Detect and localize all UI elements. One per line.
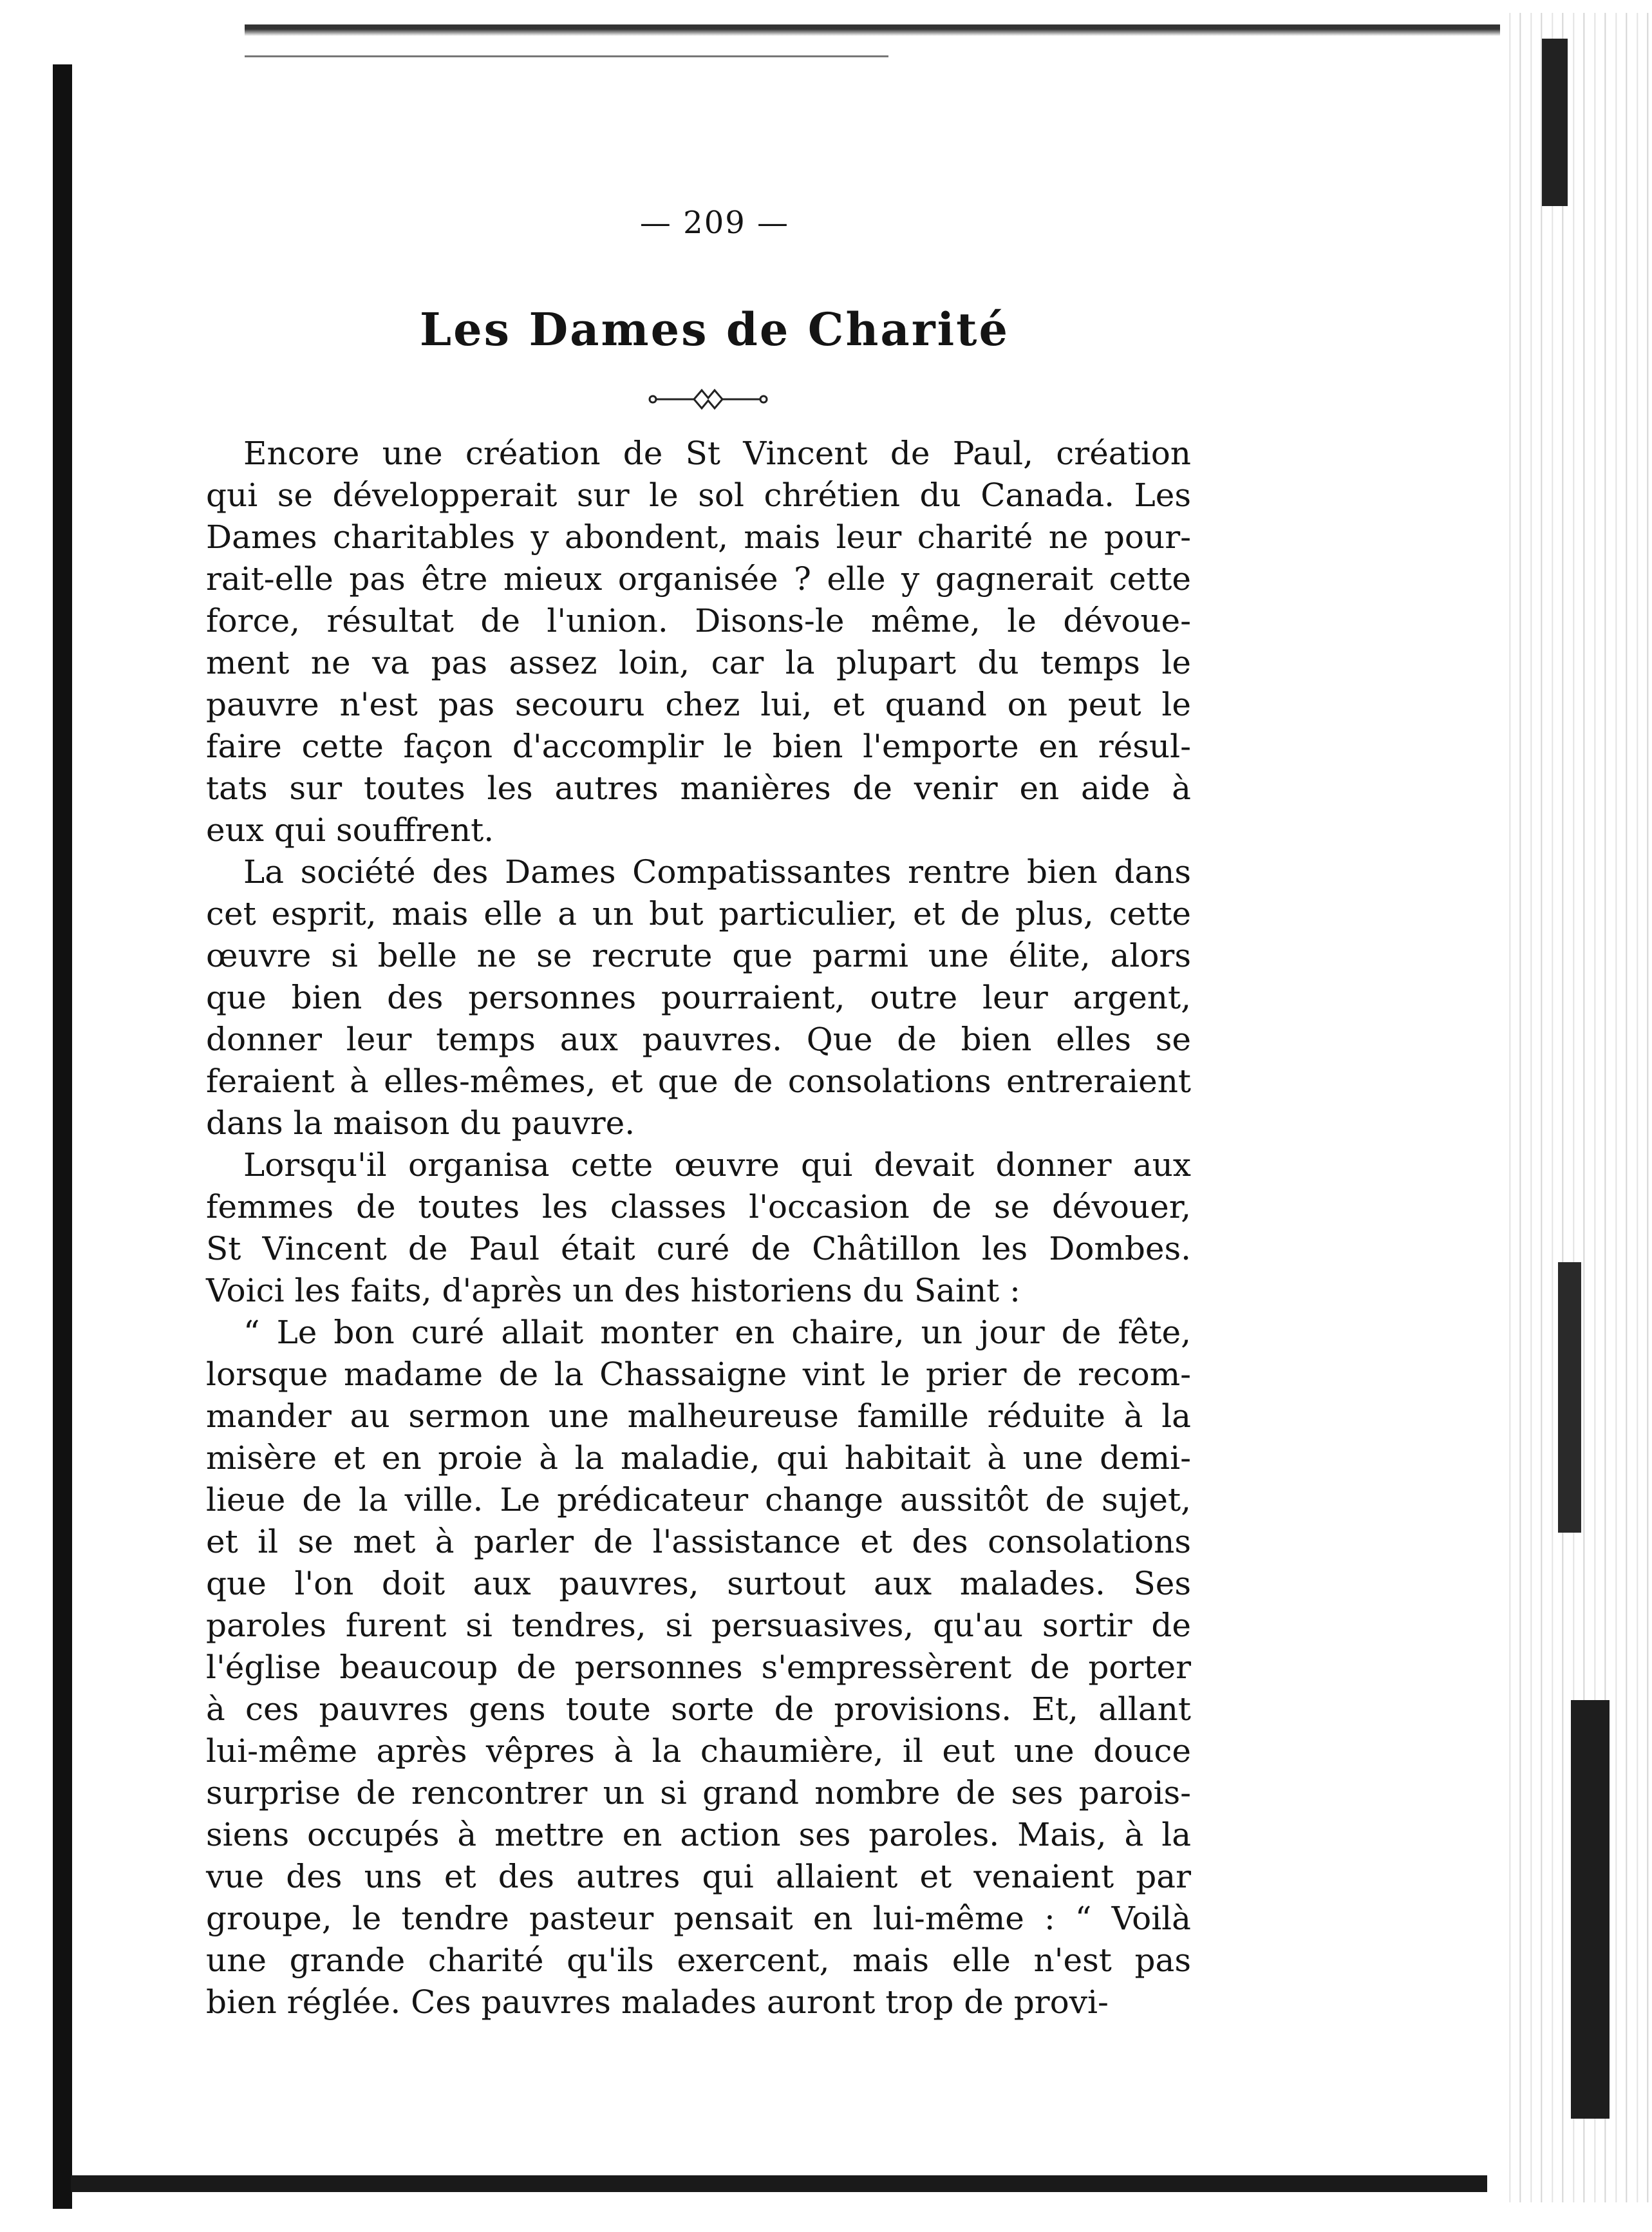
text-line: que l'on doit aux pauvres, surtout aux malades. Ses: [206, 1565, 1191, 1602]
text-line: misère et en proie à la maladie, qui habitait à une demi-: [206, 1439, 1191, 1477]
text-line: rait-elle pas être mieux organisée ? elle y gagnerait cette: [206, 560, 1191, 598]
text-line: pauvre n'est pas secouru chez lui, et quand on peut le: [206, 686, 1191, 723]
text-line: eux qui souffrent.: [206, 811, 494, 849]
paragraph: [206, 1144, 1191, 1312]
text-line: St Vincent de Paul était curé de Châtillon les Dombes.: [206, 1230, 1191, 1267]
decorative-ornament-icon: [644, 385, 773, 411]
text-line: l'église beaucoup de personnes s'empressèrent de porter: [206, 1649, 1191, 1686]
text-line: à ces pauvres gens toute sorte de provisions. Et, allant: [206, 1690, 1191, 1728]
text-line: force, résultat de l'union. Disons-le même, le dévoue-: [206, 602, 1191, 639]
scan-border-top: [245, 24, 1500, 36]
scan-top-rule: [245, 55, 888, 57]
scan-edge-shadow: [1542, 39, 1568, 206]
scan-border-bottom: [71, 2175, 1487, 2192]
text-line: Lorsqu'il organisa cette œuvre qui devait donner aux: [243, 1146, 1191, 1184]
text-line: Voici les faits, d'après un des historiens du Saint :: [206, 1272, 1021, 1309]
text-line: femmes de toutes les classes l'occasion de se dévouer,: [206, 1188, 1191, 1225]
text-line: “ Le bon curé allait monter en chaire, un jour de fête,: [243, 1314, 1191, 1351]
scan-border-left: [53, 64, 72, 2209]
text-line: cet esprit, mais elle a un but particulier, et de plus, cette: [206, 895, 1191, 932]
text-line: surprise de rencontrer un si grand nombre de ses parois-: [206, 1774, 1191, 1811]
page-number: — 209 —: [639, 205, 790, 241]
text-line: donner leur temps aux pauvres. Que de bien elles se: [206, 1021, 1191, 1058]
text-line: paroles furent si tendres, si persuasives, qu'au sortir de: [206, 1607, 1191, 1644]
text-line: Dames charitables y abondent, mais leur charité ne pour-: [206, 518, 1191, 556]
text-line: Encore une création de St Vincent de Paul, création: [243, 435, 1191, 472]
body-text: [206, 433, 1191, 2023]
text-line: qui se développerait sur le sol chrétien du Canada. Les: [206, 477, 1191, 514]
scan-edge-shadow: [1558, 1262, 1581, 1533]
text-line: La société des Dames Compatissantes rentre bien dans: [243, 853, 1191, 891]
text-line: groupe, le tendre pasteur pensait en lui-même : “ Voilà: [206, 1900, 1191, 1937]
text-line: siens occupés à mettre en action ses paroles. Mais, à la: [206, 1816, 1191, 1853]
text-line: lieue de la ville. Le prédicateur change aussitôt de sujet,: [206, 1481, 1191, 1518]
paragraph: [206, 1312, 1191, 2023]
text-line: une grande charité qu'ils exercent, mais elle n'est pas: [206, 1942, 1191, 1979]
chapter-title: Les Dames de Charité: [419, 303, 1010, 356]
text-line: feraient à elles-mêmes, et que de consolations entreraient: [206, 1063, 1191, 1100]
text-line: tats sur toutes les autres manières de venir en aide à: [206, 770, 1191, 807]
paragraph: [206, 851, 1191, 1144]
text-line: ment ne va pas assez loin, car la plupart du temps le: [206, 644, 1191, 681]
text-line: lorsque madame de la Chassaigne vint le prier de recom-: [206, 1356, 1191, 1393]
paragraph: [206, 433, 1191, 851]
text-line: et il se met à parler de l'assistance et des consolations: [206, 1523, 1191, 1560]
text-line: mander au sermon une malheureuse famille réduite à la: [206, 1397, 1191, 1435]
text-line: bien réglée. Ces pauvres malades auront trop de provi-: [206, 1983, 1109, 2021]
text-line: que bien des personnes pourraient, outre leur argent,: [206, 979, 1191, 1016]
text-line: œuvre si belle ne se recrute que parmi une élite, alors: [206, 937, 1191, 974]
text-line: dans la maison du pauvre.: [206, 1104, 635, 1142]
scan-edge-shadow: [1571, 1700, 1610, 2119]
text-line: faire cette façon d'accomplir le bien l'emporte en résul-: [206, 728, 1191, 765]
text-line: vue des uns et des autres qui allaient et venaient par: [206, 1858, 1191, 1895]
text-line: lui-même après vêpres à la chaumière, il eut une douce: [206, 1732, 1191, 1770]
